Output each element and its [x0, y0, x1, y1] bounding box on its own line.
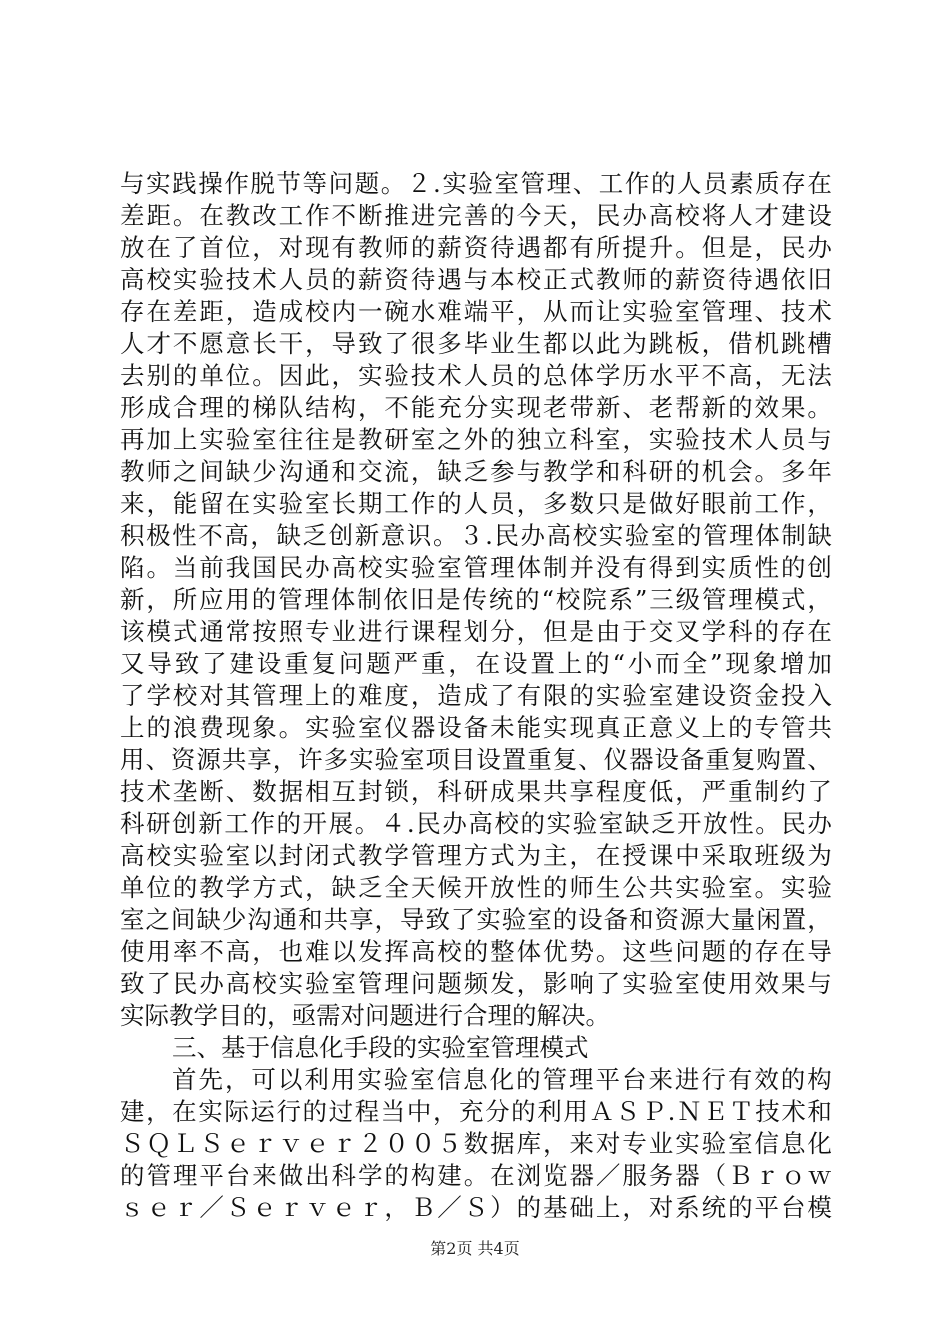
text-line: 建 ， 在 实 际 运 行 的 过 程 当 中 ， 充 分 的 利 用 Ａ Ｓ Ｐ . Ｎ Ｅ Ｔ 技 术 和	[120, 1097, 832, 1126]
text-line: 技 术 垄 断 、 数 据 相 互 封 锁 ， 科 研 成 果 共 享 程 度 低 ， 严 重 制 约 了	[120, 777, 832, 806]
text-line: 再 加 上 实 验 室 往 往 是 教 研 室 之 外 的 独 立 科 室 ， 实 验 技 术 人 员 与	[120, 425, 832, 454]
text-line: 人 才 不 愿 意 长 干 ， 导 致 了 很 多 毕 业 生 都 以 此 为 跳 板 ， 借 机 跳 槽	[120, 329, 832, 358]
text-line: 差 距 。 在 教 改 工 作 不 断 推 进 完 善 的 今 天 ， 民 办 高 校 将 人 才 建 设	[120, 201, 832, 230]
text-line: 了 学 校 对 其 管 理 上 的 难 度 ， 造 成 了 有 限 的 实 验 室 建 设 资 金 投 入	[120, 681, 832, 710]
text-line: 实际教学目的，亟需对问题进行合理的解决。	[120, 1001, 610, 1030]
text-line: 新 ， 所 应 用 的 管 理 体 制 依 旧 是 传 统 的 “ 校 院 系 ” 三 级 管 理 模 式 ，	[120, 585, 832, 614]
text-line: 高 校 实 验 技 术 人 员 的 薪 资 待 遇 与 本 校 正 式 教 师 的 薪 资 待 遇 依 旧	[120, 265, 832, 294]
text-line: 与 实 践 操 作 脱 节 等 问 题 。 ２ . 实 验 室 管 理 、 工 作 的 人 员 素 质 存 在	[120, 169, 832, 198]
text-line: 高 校 实 验 室 以 封 闭 式 教 学 管 理 方 式 为 主 ， 在 授 课 中 采 取 班 级 为	[120, 841, 832, 870]
text-line: 该 模 式 通 常 按 照 专 业 进 行 课 程 划 分 ， 但 是 由 于 交 叉 学 科 的 存 在	[120, 617, 832, 646]
text-line: 教 师 之 间 缺 少 沟 通 和 交 流 ， 缺 乏 参 与 教 学 和 科 研 的 机 会 。 多 年	[120, 457, 832, 486]
paragraph-first-line: 首 先 ， 可 以 利 用 实 验 室 信 息 化 的 管 理 平 台 来 进 行 有 效 的 构	[172, 1065, 832, 1094]
text-line: 又 导 致 了 建 设 重 复 问 题 严 重 ， 在 设 置 上 的 “ 小 而 全 ” 现 象 增 加	[120, 649, 832, 678]
text-line: 的 管 理 平 台 来 做 出 科 学 的 构 建 。 在 浏 览 器 ／ 服 务 器 （ Ｂ ｒ ｏ ｗ	[120, 1161, 832, 1190]
text-line: 致 了 民 办 高 校 实 验 室 管 理 问 题 频 发 ， 影 响 了 实 验 室 使 用 效 果 与	[120, 969, 832, 998]
text-line: 单 位 的 教 学 方 式 ， 缺 乏 全 天 候 开 放 性 的 师 生 公 共 实 验 室 。 实 验	[120, 873, 832, 902]
text-line: 存 在 差 距 ， 造 成 校 内 一 碗 水 难 端 平 ， 从 而 让 实 验 室 管 理 、 技 术	[120, 297, 832, 326]
text-line: 积 极 性 不 高 ， 缺 乏 创 新 意 识 。 ３ . 民 办 高 校 实 验 室 的 管 理 体 制 缺	[120, 521, 832, 550]
section-heading: 三、基于信息化手段的实验室管理模式	[172, 1033, 589, 1062]
text-line: 使 用 率 不 高 ， 也 难 以 发 挥 高 校 的 整 体 优 势 。 这 些 问 题 的 存 在 导	[120, 937, 832, 966]
text-line: 科 研 创 新 工 作 的 开 展 。 ４ . 民 办 高 校 的 实 验 室 缺 乏 开 放 性 。 民 办	[120, 809, 832, 838]
text-line: 室 之 间 缺 少 沟 通 和 共 享 ， 导 致 了 实 验 室 的 设 备 和 资 源 大 量 闲 置 ，	[120, 905, 832, 934]
text-line: 去 别 的 单 位 。 因 此 ， 实 验 技 术 人 员 的 总 体 学 历 水 平 不 高 ， 无 法	[120, 361, 832, 390]
text-line: 形 成 合 理 的 梯 队 结 构 ， 不 能 充 分 实 现 老 带 新 、 老 帮 新 的 效 果 。	[120, 393, 832, 422]
text-line: 来 ， 能 留 在 实 验 室 长 期 工 作 的 人 员 ， 多 数 只 是 做 好 眼 前 工 作 ，	[120, 489, 832, 518]
document-body	[120, 168, 832, 1224]
text-line: 用 、 资 源 共 享 ， 许 多 实 验 室 项 目 设 置 重 复 、 仪 器 设 备 重 复 购 置 、	[120, 745, 832, 774]
text-line: 上 的 浪 费 现 象 。 实 验 室 仪 器 设 备 未 能 实 现 真 正 意 义 上 的 专 管 共	[120, 713, 832, 742]
text-line: ｓ ｅ ｒ ／ Ｓ ｅ ｒ ｖ ｅ ｒ ， Ｂ ／ Ｓ ） 的 基 础 上 ， 对 系 统 的 平 台 模	[120, 1193, 832, 1222]
text-line: 放 在 了 首 位 ， 对 现 有 教 师 的 薪 资 待 遇 都 有 所 提 升 。 但 是 ， 民 办	[120, 233, 832, 262]
page-number: 第2页 共4页	[430, 1239, 520, 1258]
text-line: Ｓ Ｑ Ｌ Ｓ ｅ ｒ ｖ ｅ ｒ ２ ０ ０ ５ 数 据 库 ， 来 对 专 业 实 验 室 信 息 化	[120, 1129, 832, 1158]
text-line: 陷 。 当 前 我 国 民 办 高 校 实 验 室 管 理 体 制 并 没 有 得 到 实 质 性 的 创	[120, 553, 832, 582]
